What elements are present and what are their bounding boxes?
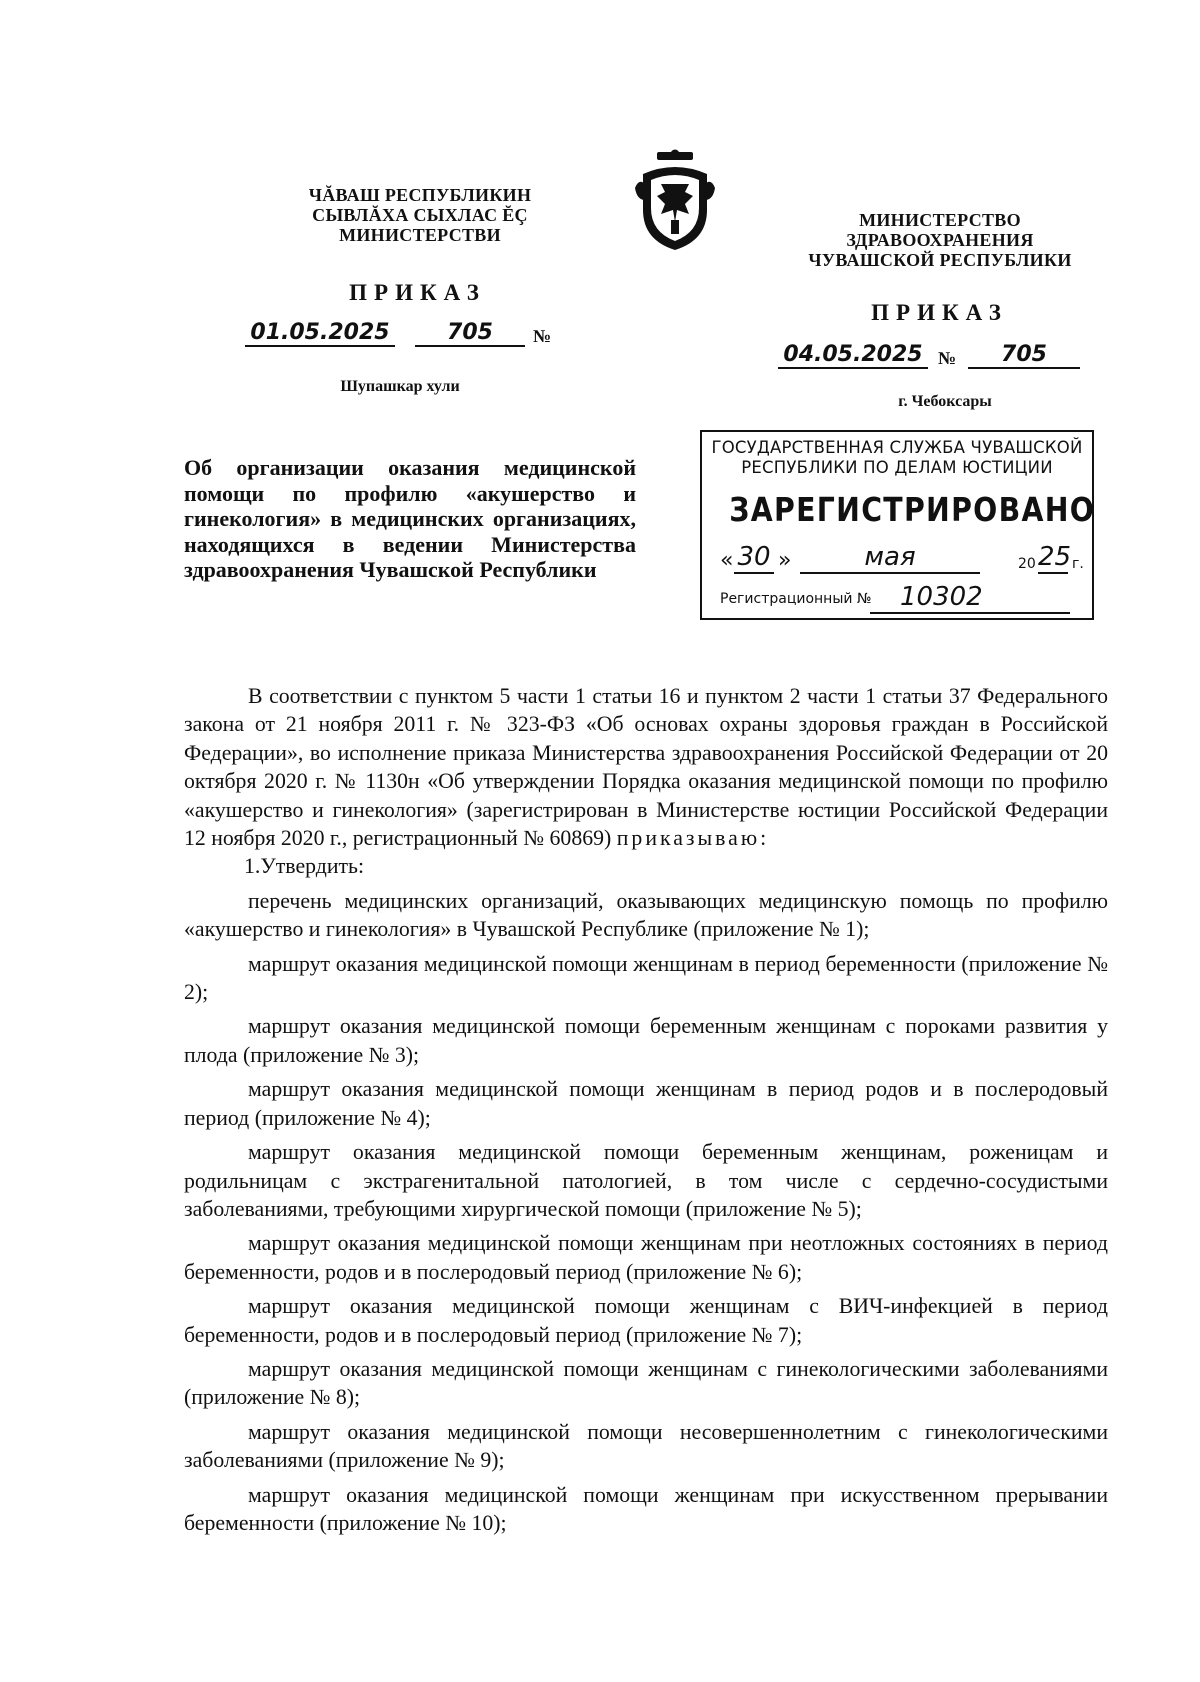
date-handwritten-left: 01.05.2025 <box>245 320 395 347</box>
stamp-date-row <box>720 542 1084 578</box>
header-left-line3: МИНИСТЕРСТВИ <box>339 225 501 245</box>
item-1: 1.Утвердить: <box>244 854 365 879</box>
stamp-reg-number: 10302 <box>870 582 1070 614</box>
order-word-left: ПРИКАЗ <box>349 280 486 305</box>
list-item: маршрут оказания медицинской помощи женщинам в период беременности (приложение № 2); <box>184 951 1108 1005</box>
document-title: Об организации оказания медицинской помощи по профилю «акушерство и гинекология» в медицинских организациях, находящихся в ведении Министерства здравоохранения Чувашской Республики <box>184 455 636 582</box>
stamp-reg-row <box>720 582 1080 612</box>
list-item: маршрут оказания медицинской помощи женщинам при неотложных состояниях в период беременности, родов и в послеродовый период (приложение № 6); <box>184 1231 1108 1284</box>
stamp-reg-label: Регистрационный № <box>720 591 872 607</box>
list-item: маршрут оказания медицинской помощи беременным женщинам с пороками развития у плода (приложение № 3); <box>184 1014 1108 1067</box>
stamp-day: 30 <box>734 542 774 574</box>
city-right: г. Чебоксары <box>898 393 992 410</box>
list-item: маршрут оказания медицинской помощи женщинам с гинекологическими заболеваниями (приложение № 8); <box>184 1356 1108 1410</box>
number-sign-left: № <box>533 326 552 346</box>
list-item: перечень медицинских организаций, оказывающих медицинскую помощь по профилю «акушерство и гинекология» в Чувашской Республике (приложение № 1); <box>184 888 1108 942</box>
number-sign-right: № <box>938 348 957 368</box>
list-item: маршрут оказания медицинской помощи беременным женщинам, роженицам и родильницам с экстрагенитальной патологией, в том числе с сердечно-сосудистыми заболеваниями, требующими хирургической помощи (приложение № 5); <box>184 1140 1108 1221</box>
order-verb: приказываю: <box>616 826 770 851</box>
header-left-date-number <box>245 318 565 354</box>
stamp-year-unit: г. <box>1072 556 1084 572</box>
number-handwritten-left: 705 <box>415 320 525 347</box>
list-item: маршрут оказания медицинской помощи женщинам в период родов и в послеродовый период (приложение № 4); <box>184 1077 1108 1130</box>
list-item: маршрут оказания медицинской помощи женщинам с ВИЧ-инфекцией в период беременности, родов и в послеродовый период (приложение № 7); <box>184 1294 1108 1347</box>
order-word-right: ПРИКАЗ <box>871 300 1008 325</box>
header-left-line2: СЫВЛĂХА СЫХЛАС ĔÇ <box>312 205 528 225</box>
stamp-quote-open: « <box>720 548 734 573</box>
header-right-date-number <box>778 340 1098 376</box>
stamp-org-line1: ГОСУДАРСТВЕННАЯ СЛУЖБА ЧУВАШСКОЙ <box>711 438 1083 457</box>
header-right-line3: ЧУВАШСКОЙ РЕСПУБЛИКИ <box>808 250 1072 270</box>
header-right-line2: ЗДРАВООХРАНЕНИЯ <box>846 230 1034 250</box>
document-body <box>184 682 1108 1537</box>
number-handwritten-right: 705 <box>968 342 1080 369</box>
chuvash-coat-of-arms-icon <box>633 148 717 254</box>
stamp-year-suffix: 25 <box>1038 542 1072 572</box>
header-left <box>290 185 550 245</box>
stamp-registered: ЗАРЕГИСТРИРОВАНО <box>729 490 1096 529</box>
stamp-quote-close: » <box>778 548 792 573</box>
registration-stamp <box>700 430 1094 620</box>
header-right-line1: МИНИСТЕРСТВО <box>859 210 1021 230</box>
list-item: маршрут оказания медицинской помощи несовершеннолетним с гинекологическими заболеваниями (приложение № 9); <box>184 1419 1108 1473</box>
preamble: В соответствии с пунктом 5 части 1 статьи 16 и пунктом 2 части 1 статьи 37 Федерального закона от 21 ноября 2011 г. № 323-ФЗ «Об основах охраны здоровья граждан в Российской Федерации», во исполнение приказа Министерства здравоохранения Российской Федерации от 20 октября 2020 г. № 1130н «Об утверждении Порядка оказания медицинской помощи по профилю «акушерство и гинекология» (зарегистрирован в Министерстве юстиции Российской Федерации 12 ноября 2020 г., регистрационный № 60869) <box>184 684 1108 851</box>
header-left-line1: ЧĂВАШ РЕСПУБЛИКИН <box>308 185 532 205</box>
stamp-org-line2: РЕСПУБЛИКИ ПО ДЕЛАМ ЮСТИЦИИ <box>741 458 1053 477</box>
city-left: Шупашкар хули <box>340 378 460 395</box>
header-right <box>790 210 1090 270</box>
date-handwritten-right: 04.05.2025 <box>778 342 928 369</box>
list-item: маршрут оказания медицинской помощи женщинам при искусственном прерывании беременности (приложение № 10); <box>184 1482 1108 1535</box>
stamp-month: мая <box>800 542 980 574</box>
stamp-year-prefix: 20 <box>1018 556 1036 572</box>
